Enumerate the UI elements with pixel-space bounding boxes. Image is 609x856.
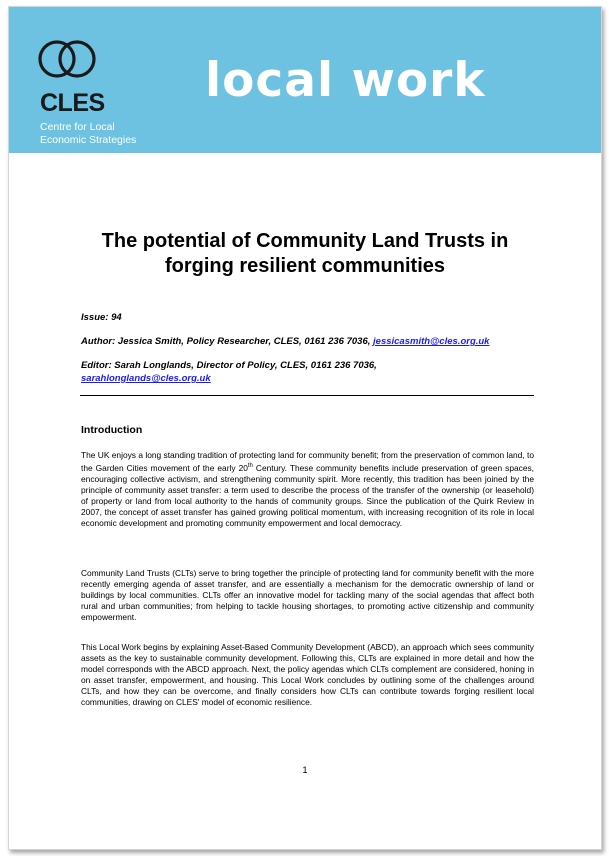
cles-logo[interactable] xyxy=(9,7,145,153)
editor-line xyxy=(81,359,377,385)
author-text: Author: Jessica Smith, Policy Researcher, CLES, 0161 236 7036, xyxy=(81,336,374,347)
page-number: 1 xyxy=(302,765,308,775)
intro-p1-part-b: Century. These community benefits include preservation of green spaces, encouraging collective activism, and strengthening community spirit. More recently, this tradition has been joined by the principle of community asset transfer: a term used to describe the process of the transfer of the ownership (or leasehold) of property or land from local authority to the hands of community groups. Since the publication of the Quirk Review in 2007, the concept of asset transfer has gained growing political momentum, with increasing recognition of its role in local economic development and promoting community empowerment and local democracy. xyxy=(81,462,535,529)
logo-subtitle-line1: Centre for Local xyxy=(40,121,115,133)
intro-paragraph-2: Community Land Trusts (CLTs) serve to bring together the principle of protecting land for community benefit with the more recently emerging agenda of asset transfer, and are essentially a mechanism for the democratic ownership of land or buildings by local communities. CLTs offer an innovative model for tackling many of the social agendas that affect both rural and urban communities; from helping to tackle housing shortages, to promoting active citizenship and community empowerment. xyxy=(81,568,534,623)
author-line xyxy=(81,335,489,348)
issue-number: Issue: 94 xyxy=(81,312,122,323)
editor-email-link[interactable]: sarahlonglands@cles.org.uk xyxy=(81,373,211,384)
interlocking-rings-icon xyxy=(37,33,101,89)
document-title-line2: forging resilient communities xyxy=(164,255,446,277)
document-title-line1: The potential of Community Land Trusts in xyxy=(101,230,509,252)
editor-text: Editor: Sarah Longlands, Director of Policy, CLES, 0161 236 7036, xyxy=(81,360,377,371)
intro-heading: Introduction xyxy=(81,424,143,436)
header-banner xyxy=(9,7,601,153)
section-divider xyxy=(80,395,534,396)
intro-paragraph-1 xyxy=(81,450,534,529)
document-title xyxy=(69,229,541,279)
intro-paragraph-3: This Local Work begins by explaining Asset-Based Community Development (ABCD), an approach which sees community assets as the key to sustainable community development. Following this, CLTs are explained in more detail and how the model corresponds with the ABCD approach. Next, the policy agendas which CLTs complement are considered, honing in on asset transfer, empowerment, and housing. This Local Work concludes by outlining some of the challenges around CLTs, and how they can be overcome, and finally considers how CLTs can contribute towards forging resilient local communities, drawing on CLES' model of economic resilience. xyxy=(81,642,534,708)
logo-wordmark: CLES xyxy=(40,89,105,117)
banner-title: local work xyxy=(205,53,486,108)
intro-p1-part-a: The UK enjoys a long standing tradition of protecting land for community benefit; from the preservation of common land, to the Garden Cities movement of the early 20 xyxy=(81,450,534,473)
author-email-link[interactable]: jessicasmith@cles.org.uk xyxy=(373,336,490,347)
logo-subtitle-line2: Economic Strategies xyxy=(40,134,137,146)
document-page xyxy=(8,6,602,850)
logo-subtitle xyxy=(40,121,136,147)
intro-p1-superscript: th xyxy=(247,463,253,470)
